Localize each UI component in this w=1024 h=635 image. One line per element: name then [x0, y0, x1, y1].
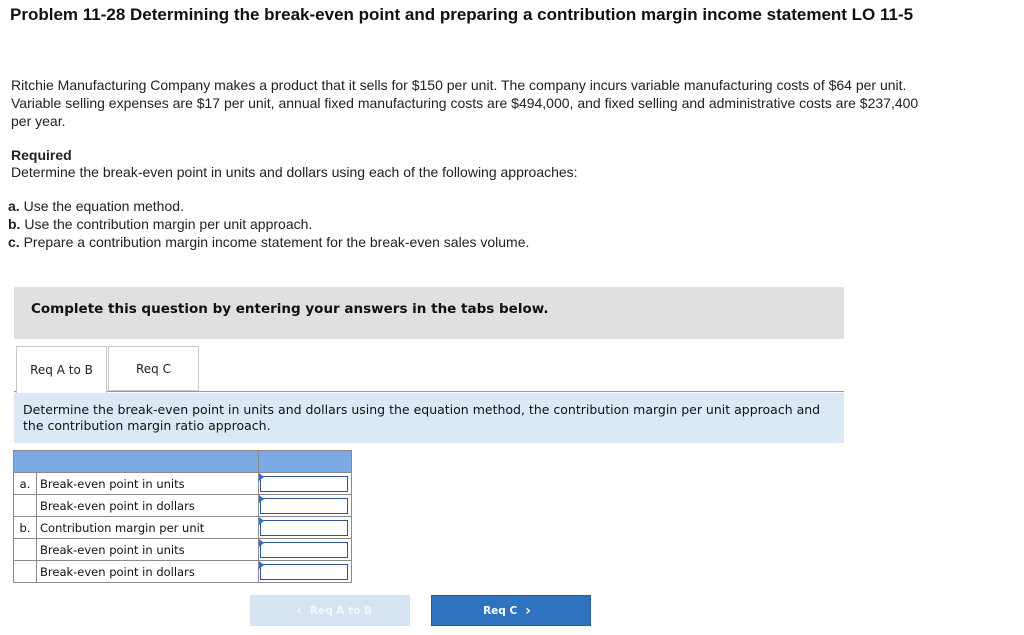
row-letter — [14, 539, 37, 561]
item-letter: c. — [8, 234, 20, 250]
answer-cell — [259, 561, 352, 583]
chevron-left-icon: ‹ — [296, 602, 302, 619]
prev-tab-label: Req A to B — [309, 604, 372, 617]
input-marker-icon — [259, 473, 264, 481]
table-header-row — [14, 451, 352, 473]
required-item-c — [8, 233, 529, 251]
table-row — [14, 539, 352, 561]
tab-description-box — [14, 393, 844, 443]
table-row — [14, 473, 352, 495]
input-marker-icon — [259, 495, 264, 503]
answer-input-cm-per-unit-b[interactable] — [260, 520, 348, 536]
row-letter — [14, 561, 37, 583]
instructions-text: Complete this question by entering your answers in the tabs below. — [31, 301, 549, 317]
answer-cell — [259, 495, 352, 517]
input-marker-icon — [259, 539, 264, 547]
answer-input-breakeven-dollars-a[interactable] — [260, 498, 348, 514]
next-tab-button[interactable] — [431, 595, 591, 626]
tab-description: Determine the break-even point in units and dollars using the equation method, the contribution margin per unit approach and the contribution margin ratio approach. — [23, 402, 821, 433]
table-row — [14, 495, 352, 517]
required-items — [8, 197, 529, 251]
row-letter: b. — [14, 517, 37, 539]
row-letter — [14, 495, 37, 517]
required-item-b — [8, 215, 529, 233]
row-label: Contribution margin per unit — [37, 517, 259, 539]
item-text: Prepare a contribution margin income statement for the break-even sales volume. — [23, 234, 530, 250]
next-tab-label: Req C — [483, 604, 518, 617]
problem-title: Problem 11-28 Determining the break-even point and preparing a contribution margin income statement LO 11-5 — [10, 5, 914, 24]
item-text: Use the contribution margin per unit approach. — [24, 216, 313, 232]
instructions-box — [14, 287, 844, 339]
input-marker-icon — [259, 561, 264, 569]
tab-req-a-to-b[interactable]: Req A to B — [16, 346, 107, 393]
required-heading: Required — [11, 147, 72, 163]
table-header-cell — [259, 451, 352, 473]
answer-input-breakeven-units-a[interactable] — [260, 476, 348, 492]
chevron-right-icon: › — [525, 602, 531, 619]
tab-divider — [14, 391, 844, 392]
answer-table — [13, 450, 352, 583]
row-label: Break-even point in units — [37, 473, 259, 495]
prev-tab-button[interactable] — [250, 595, 410, 626]
answer-input-breakeven-dollars-b[interactable] — [260, 564, 348, 580]
tab-req-c[interactable]: Req C — [108, 346, 199, 391]
answer-cell — [259, 473, 352, 495]
problem-description: Ritchie Manufacturing Company makes a product that it sells for $150 per unit. The company incurs variable manufacturing costs of $64 per unit. Variable selling expenses are $17 per unit, annual fixed manufacturing costs are $494,000, and fixed selling and administrative costs are $237,400 per year. — [11, 77, 919, 129]
table-row — [14, 561, 352, 583]
item-text: Use the equation method. — [23, 198, 184, 214]
row-label: Break-even point in dollars — [37, 561, 259, 583]
table-header-cell — [14, 451, 259, 473]
table-row — [14, 517, 352, 539]
input-marker-icon — [259, 517, 264, 525]
row-label: Break-even point in dollars — [37, 495, 259, 517]
item-letter: a. — [8, 198, 20, 214]
row-label: Break-even point in units — [37, 539, 259, 561]
answer-input-breakeven-units-b[interactable] — [260, 542, 348, 558]
answer-cell — [259, 517, 352, 539]
item-letter: b. — [8, 216, 21, 232]
answer-cell — [259, 539, 352, 561]
required-item-a — [8, 197, 529, 215]
row-letter: a. — [14, 473, 37, 495]
required-text: Determine the break-even point in units and dollars using each of the following approaches: — [11, 164, 578, 180]
